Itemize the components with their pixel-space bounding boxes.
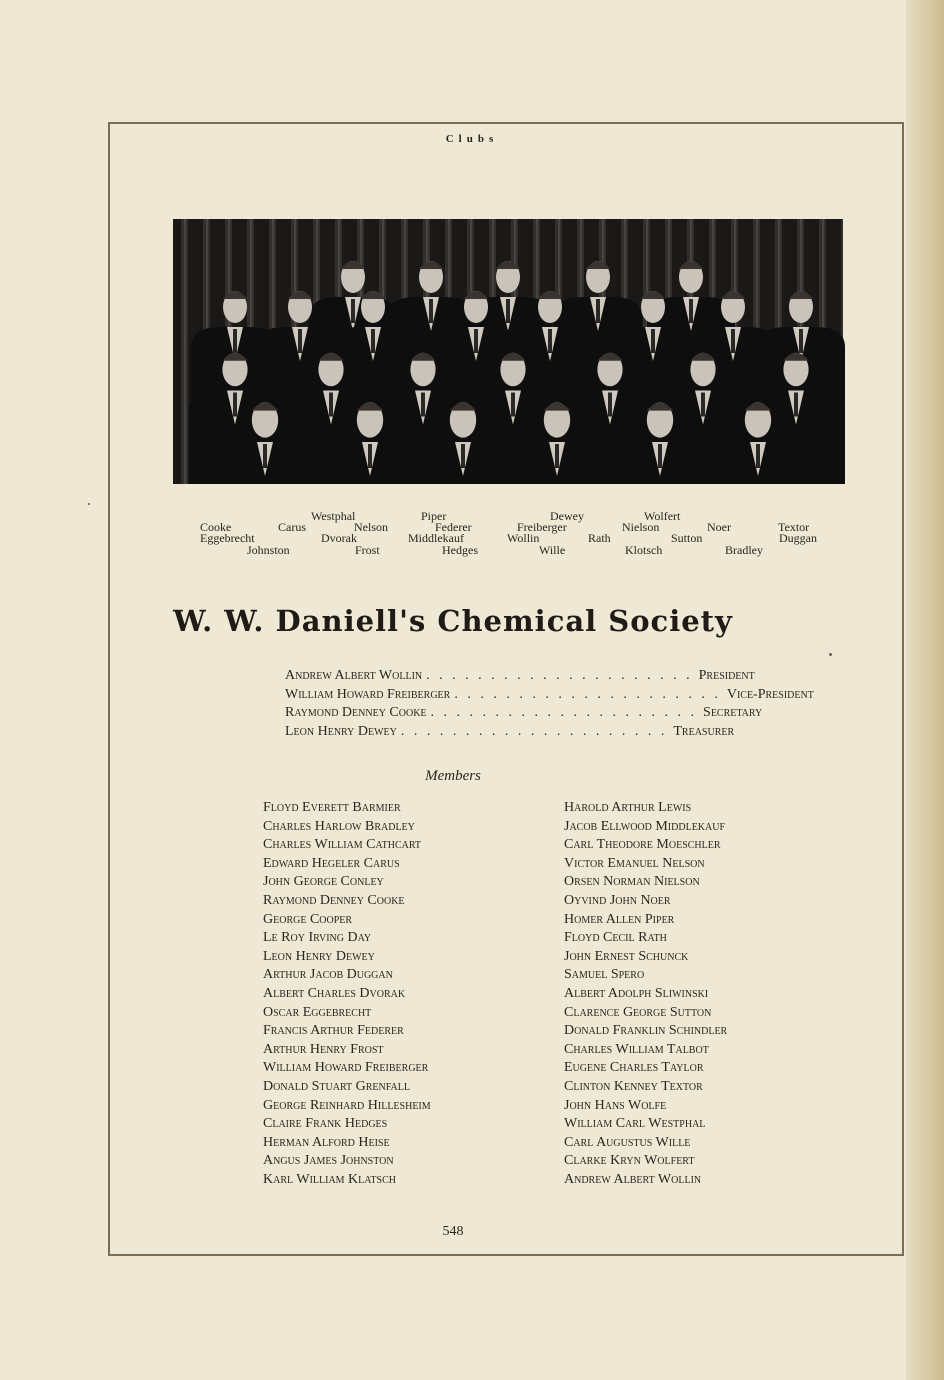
member-name: Carl Augustus Wille <box>564 1134 691 1150</box>
member-name: Herman Alford Heise <box>263 1134 390 1150</box>
member-name: Albert Charles Dvorak <box>263 985 406 1001</box>
photo-caption <box>0 508 944 560</box>
officer-row <box>285 686 814 705</box>
officer-title: President <box>698 668 755 683</box>
caption-name: Cooke <box>200 520 232 534</box>
member-name: Andrew Albert Wollin <box>564 1171 702 1187</box>
page-number: 548 <box>442 1224 464 1239</box>
caption-name: Wille <box>539 543 566 557</box>
member-name: Clarke Kryn Wolfert <box>564 1153 695 1169</box>
caption-name: Freiberger <box>517 520 567 534</box>
member-name: Victor Emanuel Nelson <box>564 855 705 871</box>
member-name: Claire Frank Hedges <box>263 1116 388 1132</box>
member-name: Samuel Spero <box>564 967 645 983</box>
members-column-right <box>564 799 864 1189</box>
member-name: George Reinhard Hillesheim <box>263 1097 431 1113</box>
paper-speck <box>88 503 90 505</box>
member-name: William Howard Freiberger <box>263 1060 429 1076</box>
member-name: Francis Arthur Federer <box>263 1023 404 1039</box>
caption-name: Federer <box>435 520 472 534</box>
member-name: Harold Arthur Lewis <box>564 800 692 815</box>
member-name: Charles Harlow Bradley <box>263 818 415 834</box>
caption-name: Westphal <box>311 509 356 523</box>
member-name: Leon Henry Dewey <box>263 948 375 964</box>
member-name: William Carl Westphal <box>564 1116 706 1132</box>
caption-name: Rath <box>588 531 611 545</box>
member-name: Clarence George Sutton <box>564 1004 712 1020</box>
member-name: George Cooper <box>263 911 353 927</box>
member-name: Donald Stuart Grenfall <box>263 1078 410 1094</box>
leader-dots: . . . . . . . . . . . . . . . . . . . . . <box>454 686 721 702</box>
member-name: Charles William Cathcart <box>263 837 422 853</box>
leader-dots: . . . . . . . . . . . . . . . . . . . . . <box>430 705 698 721</box>
caption-name: Nielson <box>622 520 660 534</box>
officer-row <box>285 704 763 723</box>
officer-name: William Howard Freiberger <box>285 686 451 702</box>
member-name: Carl Theodore Moeschler <box>564 837 721 853</box>
member-name: Jacob Ellwood Middlekauf <box>564 818 726 834</box>
member-name: Albert Adolph Sliwinski <box>564 985 709 1001</box>
leader-dots: . . . . . . . . . . . . . . . . . . . . . <box>426 668 693 683</box>
member-name: Le Roy Irving Day <box>263 930 372 946</box>
members-heading: Members <box>425 768 481 784</box>
member-name: Eugene Charles Taylor <box>564 1060 704 1076</box>
member-name: Arthur Jacob Duggan <box>263 967 393 983</box>
leader-dots: . . . . . . . . . . . . . . . . . . . . . <box>400 724 668 740</box>
member-name: John George Conley <box>263 874 384 890</box>
member-name: Arthur Henry Frost <box>263 1041 384 1057</box>
caption-name: Frost <box>355 543 380 557</box>
officer-name: Leon Henry Dewey <box>285 724 397 740</box>
caption-name: Nelson <box>354 520 388 534</box>
officer-title: Secretary <box>703 705 763 721</box>
member-name: Clinton Kenney Textor <box>564 1078 703 1094</box>
caption-name: Dvorak <box>321 531 357 545</box>
caption-name: Wolfert <box>644 509 681 523</box>
caption-name: Bradley <box>725 543 763 557</box>
caption-name: Textor <box>778 520 810 534</box>
member-name: Oyvind John Noer <box>564 892 671 908</box>
caption-name: Klotsch <box>625 543 663 557</box>
member-name: Karl William Klatsch <box>263 1171 396 1187</box>
member-name: Raymond Denney Cooke <box>263 892 405 908</box>
member-name: Donald Franklin Schindler <box>564 1023 728 1039</box>
caption-name: Eggebrecht <box>200 531 255 545</box>
caption-name: Dewey <box>550 509 584 523</box>
caption-name: Sutton <box>671 531 703 545</box>
officer-name: Raymond Denney Cooke <box>285 705 427 721</box>
member-name: John Ernest Schunck <box>564 948 689 964</box>
society-title: W. W. Daniell's Chemical Society <box>173 604 733 638</box>
caption-name: Johnston <box>247 543 290 557</box>
caption-name: Hedges <box>442 543 478 557</box>
member-name: Floyd Cecil Rath <box>564 930 667 946</box>
paper-speck <box>829 653 832 656</box>
officer-name: Andrew Albert Wollin <box>285 668 423 683</box>
officers-list <box>285 667 814 742</box>
group-photo <box>173 219 843 484</box>
caption-name: Duggan <box>779 531 817 545</box>
caption-name: Wollin <box>507 531 540 545</box>
member-name: John Hans Wolfe <box>564 1097 667 1113</box>
officer-title: Vice-President <box>726 686 814 702</box>
caption-name: Noer <box>707 520 731 534</box>
member-name: Charles William Talbot <box>564 1041 709 1057</box>
page-edge <box>906 0 944 1380</box>
member-name: Orsen Norman Nielson <box>564 874 700 890</box>
member-name: Floyd Everett Barmier <box>263 800 401 815</box>
officer-row <box>285 667 755 686</box>
member-name: Homer Allen Piper <box>564 911 675 927</box>
caption-name: Piper <box>421 509 447 523</box>
caption-name: Middlekauf <box>408 531 464 545</box>
member-name: Oscar Eggebrecht <box>263 1004 372 1020</box>
member-name: Edward Hegeler Carus <box>263 855 400 871</box>
officer-row <box>285 723 755 742</box>
officer-title: Treasurer <box>673 724 735 740</box>
caption-name: Carus <box>278 520 306 534</box>
members-column-left <box>263 799 563 1189</box>
running-head: Clubs <box>445 133 499 145</box>
member-name: Angus James Johnston <box>263 1153 394 1169</box>
